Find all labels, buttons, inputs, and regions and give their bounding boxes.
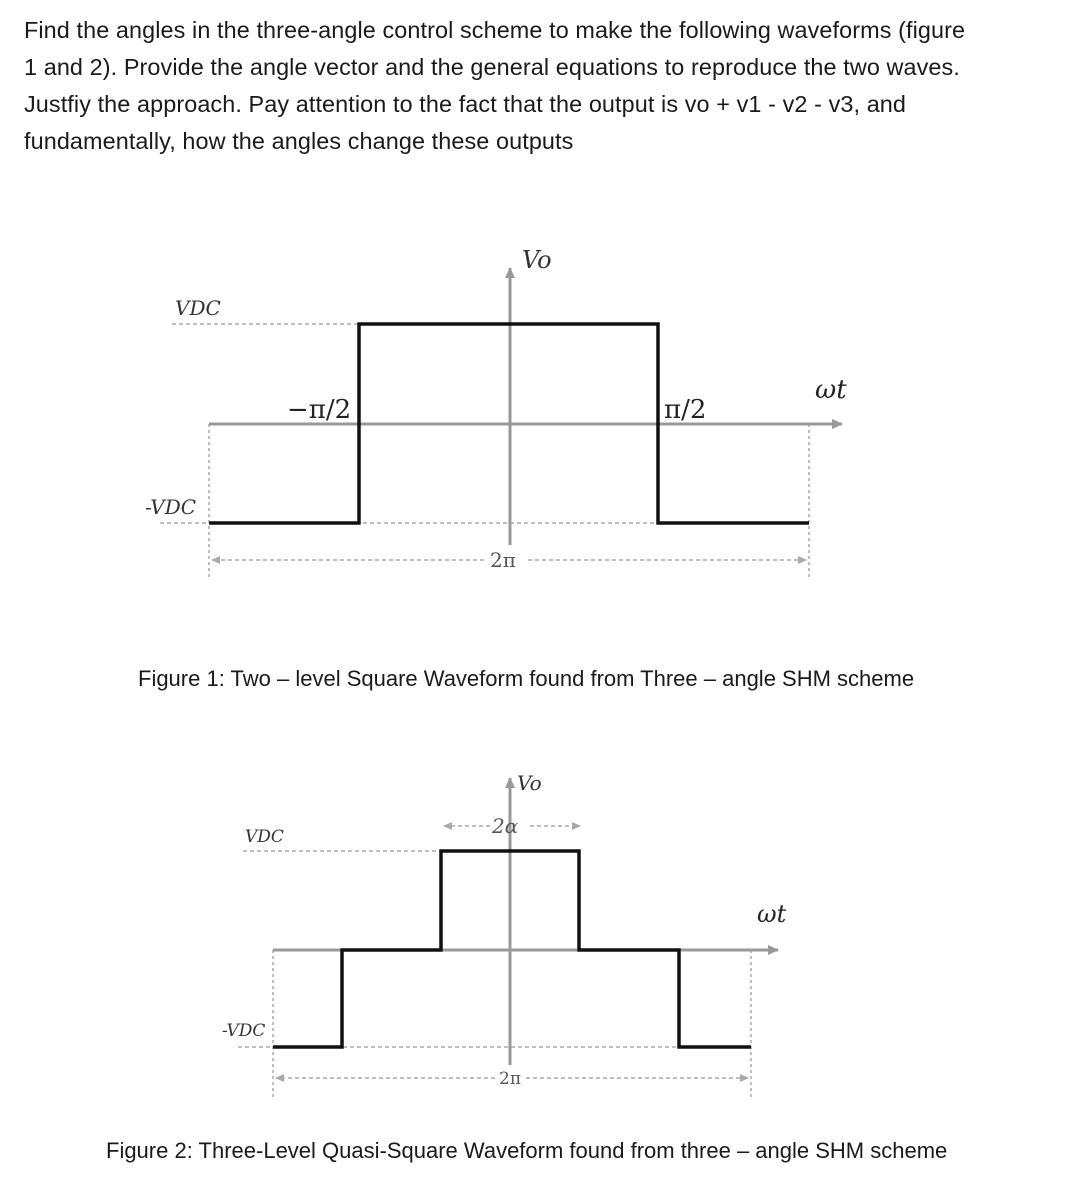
fig2-alpha-label: 2α (492, 814, 519, 838)
fig1-half-pi-label: π/2 (664, 395, 707, 425)
fig1-vdc-label: VDC (175, 296, 221, 320)
fig2-vdc-label: VDC (245, 827, 284, 847)
fig2-vo-label: Vo (517, 771, 542, 795)
figure2-caption: Figure 2: Three-Level Quasi-Square Waveform found from three – angle SHM scheme (106, 1138, 948, 1163)
prompt-line-3: Justfiy the approach. Pay attention to the fact that the output is vo + v1 - v2 - v3, and (24, 91, 907, 117)
fig2-negvdc-label: -VDC (222, 1021, 266, 1041)
fig1-neg-half-pi-label: −π/2 (287, 395, 352, 425)
figure1-caption: Figure 1: Two – level Square Waveform found from Three – angle SHM scheme (138, 666, 915, 691)
figure1 (145, 246, 847, 580)
fig1-vo-label: Vo (522, 246, 552, 274)
fig2-omega-t-label: ωt (757, 900, 787, 928)
fig1-period-label: 2π (490, 548, 516, 572)
fig1-omega-t-label: ωt (815, 375, 847, 405)
prompt-line-4: fundamentally, how the angles change these outputs (24, 128, 574, 154)
fig2-period-label: 2π (499, 1069, 521, 1089)
figure2 (222, 771, 787, 1098)
prompt-line-2: 1 and 2). Provide the angle vector and the general equations to reproduce the two waves. (24, 54, 960, 80)
fig1-negvdc-label: -VDC (145, 495, 197, 519)
prompt-line-1: Find the angles in the three-angle control scheme to make the following waveforms (figure (24, 17, 966, 43)
